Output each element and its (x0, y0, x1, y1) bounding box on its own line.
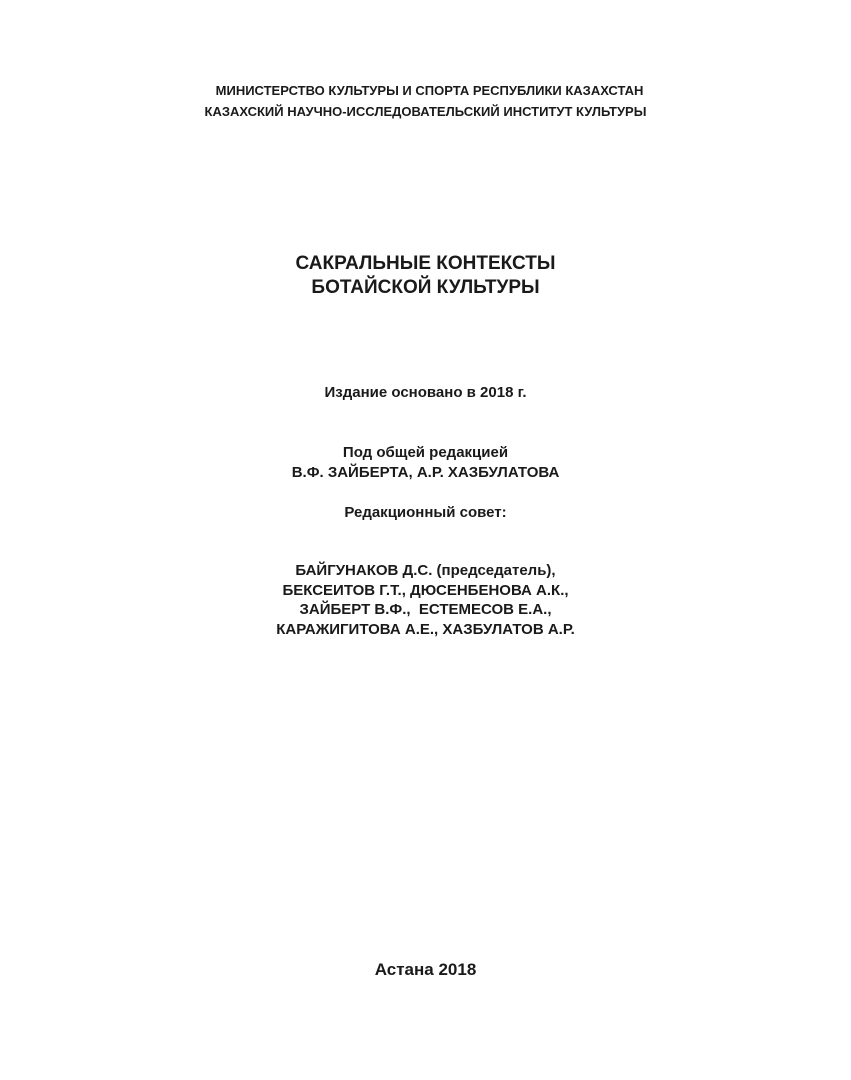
board-member-line: КАРАЖИГИТОВА А.Е., ХАЗБУЛАТОВ А.Р. (276, 620, 575, 638)
book-title (0, 252, 851, 300)
board-member-line: ЗАЙБЕРТ В.Ф., ЕСТЕМЕСОВ Е.А., (299, 601, 552, 618)
board-member-line: БАЙГУНАКОВ Д.С. (председатель), (295, 562, 556, 579)
title-line-1: САКРАЛЬНЫЕ КОНТЕКСТЫ (295, 253, 556, 274)
place-and-year: Астана 2018 (374, 960, 477, 979)
institute-name: КАЗАХСКИЙ НАУЧНО-ИССЛЕДОВАТЕЛЬСКИЙ ИНСТИТУТ КУЛЬТУРЫ (204, 104, 647, 119)
imprint (0, 959, 851, 981)
founded-note (0, 383, 851, 403)
general-editors (0, 443, 851, 483)
organization-header (0, 80, 851, 122)
founded-text: Издание основано в 2018 г. (324, 384, 527, 401)
board-label: Редакционный совет: (344, 504, 507, 521)
editorial-board-members (0, 561, 851, 639)
ministry-name: МИНИСТЕРСТВО КУЛЬТУРЫ И СПОРТА РЕСПУБЛИКИ КАЗАХСТАН (215, 83, 644, 98)
board-member-line: БЕКСЕИТОВ Г.Т., ДЮСЕНБЕНОВА А.К., (282, 581, 569, 599)
editors-label: Под общей редакцией (342, 444, 509, 461)
editors-names: В.Ф. ЗАЙБЕРТА, А.Р. ХАЗБУЛАТОВА (291, 464, 560, 481)
title-line-2: БОТАЙСКОЙ КУЛЬТУРЫ (311, 277, 540, 298)
editorial-board-heading (0, 503, 851, 523)
